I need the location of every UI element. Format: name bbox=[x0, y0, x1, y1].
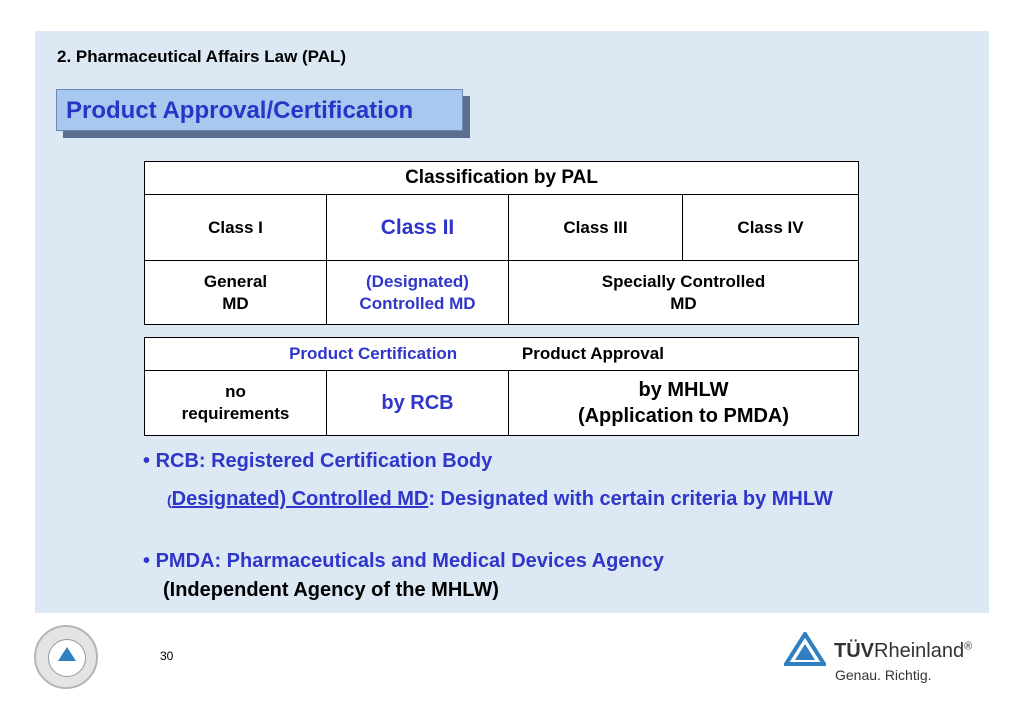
brand-bold: TÜV bbox=[834, 640, 874, 662]
tuv-seal-logo bbox=[34, 625, 98, 689]
note-pmda: • PMDA: Pharmaceuticals and Medical Devices Agency bbox=[143, 550, 664, 572]
procedure-table bbox=[144, 337, 859, 436]
note-designated-paren: ( bbox=[167, 492, 172, 508]
class-3-cell: Class III bbox=[509, 195, 683, 261]
specially-line1: Specially Controlled bbox=[601, 271, 766, 291]
brand-name bbox=[834, 640, 972, 663]
product-certification-label: Product Certification bbox=[289, 344, 458, 363]
by-mhlw-line2: (Application to PMDA) bbox=[577, 405, 790, 427]
specially-line2: MD bbox=[670, 293, 697, 313]
class-1-cell: Class I bbox=[145, 195, 327, 261]
by-rcb-cell: by RCB bbox=[327, 371, 509, 436]
brand-tagline: Genau. Richtig. bbox=[835, 667, 932, 683]
note-rcb: • RCB: Registered Certification Body bbox=[143, 450, 493, 472]
general-md-line1: General bbox=[203, 271, 268, 291]
section-title: 2. Pharmaceutical Affairs Law (PAL) bbox=[57, 47, 347, 66]
note-pmda-sub: (Independent Agency of the MHLW) bbox=[163, 579, 499, 601]
note-designated-term: Designated) Controlled MD bbox=[171, 488, 429, 510]
classification-table bbox=[144, 161, 859, 325]
procedure-header bbox=[145, 338, 859, 371]
slide-title-box bbox=[56, 89, 463, 131]
note-designated-def: : Designated with certain criteria by MHLW bbox=[428, 488, 833, 510]
note-rcb-text: RCB: Registered Certification Body bbox=[155, 450, 493, 472]
page-number: 30 bbox=[160, 649, 174, 663]
designated-line1: (Designated) bbox=[366, 271, 469, 291]
specially-controlled-md-cell bbox=[509, 261, 859, 325]
product-approval-label: Product Approval bbox=[521, 344, 664, 363]
general-md-cell bbox=[145, 261, 327, 325]
no-req-line2: requirements bbox=[181, 404, 290, 423]
class-2-cell: Class II bbox=[327, 195, 509, 261]
tuv-triangle-logo-icon bbox=[784, 632, 826, 666]
registered-mark: ® bbox=[964, 640, 973, 653]
designated-controlled-md-cell bbox=[327, 261, 509, 325]
by-mhlw-cell bbox=[509, 371, 859, 436]
no-req-line1: no bbox=[225, 382, 246, 401]
note-designated bbox=[167, 486, 907, 513]
designated-line2: Controlled MD bbox=[359, 293, 476, 313]
note-pmda-text: PMDA: Pharmaceuticals and Medical Devices Agency bbox=[155, 550, 664, 572]
seal-center bbox=[48, 639, 86, 677]
classification-header: Classification by PAL bbox=[145, 162, 859, 195]
slide-title: Product Approval/Certification bbox=[66, 97, 414, 124]
brand-rest: Rheinland bbox=[874, 640, 965, 662]
no-requirements-cell bbox=[145, 371, 327, 436]
class-4-cell: Class IV bbox=[683, 195, 859, 261]
general-md-line2: MD bbox=[222, 293, 249, 313]
by-mhlw-line1: by MHLW bbox=[638, 379, 729, 401]
seal-triangle-icon bbox=[58, 647, 76, 661]
